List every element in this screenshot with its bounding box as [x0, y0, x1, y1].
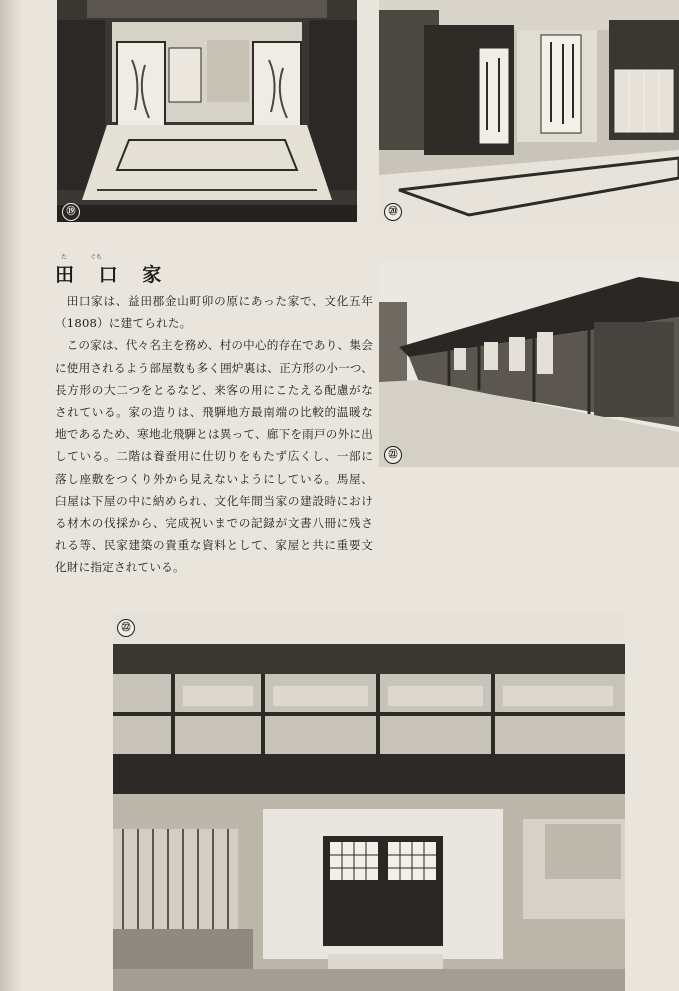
page-gutter-shadow — [0, 0, 22, 991]
calligraphy-room-illustration — [379, 0, 679, 222]
ruby-ta: た — [61, 254, 68, 261]
photo-interior-room-scrolls — [57, 0, 357, 222]
figure-number-21: ㉑ — [384, 446, 402, 464]
photo-house-facade — [113, 614, 625, 991]
photo-exterior-house — [379, 262, 679, 467]
article-body — [55, 290, 373, 579]
house-facade-illustration — [113, 614, 625, 991]
figure-number-22: ㉒ — [117, 619, 135, 637]
page-title: 田 口 家 — [55, 264, 171, 286]
interior-room-illustration — [57, 0, 357, 222]
photo-interior-calligraphy — [379, 0, 679, 222]
figure-number-19: ⑲ — [62, 203, 80, 221]
figure-number-20: ⑳ — [384, 203, 402, 221]
paragraph-2: この家は、代々名主を務め、村の中心的存在であり、集会に使用されるよう部屋数も多く囲炉裏は、正方形の小一つ、長方形の大二つをとるなど、来客の用にこたえる配慮がなされている。家の造りは、飛騨地方最南端の比較的温暖な地であるため、寒地北飛騨とは異って、廊下を雨戸の外に出している。二階は養蚕用に仕切りをもたず広くし、一部に落し座敷をつくり外から見えないようにしている。馬屋、臼屋は下屋の中に納められ、文化年間当家の建設時における材木の伐採から、完成祝いまでの記録が文書八冊に残される等、民家建築の貴重な資料として、家屋と共に重要文化財に指定されている。 — [55, 338, 373, 575]
exterior-house-illustration — [379, 262, 679, 467]
paragraph-1: 田口家は、益田郡金山町卯の原にあった家で、文化五年（1808）に建てられた。 — [55, 294, 373, 331]
ruby-guchi: ぐち — [90, 254, 103, 261]
